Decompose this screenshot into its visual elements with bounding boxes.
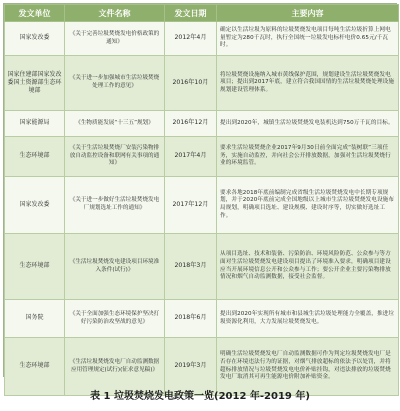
table-row	[5, 111, 399, 137]
table-row	[5, 234, 399, 300]
row-issuer: 生态环境部	[5, 338, 65, 396]
row-issuer: 生态环境部	[5, 234, 65, 300]
row-issuer: 国家发改委	[5, 177, 65, 234]
table-row	[5, 300, 399, 338]
row-doc-name: 《关于生活垃圾焚烧厂安装污染物排放自动监控设备和联网有关事项的通知》	[65, 137, 165, 177]
table-row	[5, 177, 399, 234]
row-doc-name: 《关于进一步加强城市生活垃圾焚烧处理工作的意见》	[65, 56, 165, 111]
row-issuer: 国务院	[5, 300, 65, 338]
row-doc-name: 《关于完善垃圾焚烧发电价格政策的通知》	[65, 22, 165, 56]
row-date: 2018年6月	[165, 300, 217, 338]
row-content: 从项目选址、技术和装备、污染防治、环境风险防范、公众参与等方面对生活垃圾焚烧发电建设项目提出了环境准入要求，明确项目建设应当开展环境信息公开和公众参与工作；要公开企业主要污染物排放情况和烟气自动监测数据，接受社会监督。	[217, 234, 399, 300]
policy-table	[4, 4, 399, 396]
row-content: 提出到2020年，城镇生活垃圾焚烧发电装机达到750万千瓦的目标。	[217, 111, 399, 137]
row-doc-name: 《关于全面加强生态环境保护坚决打好污染防治攻坚战的意见》	[65, 300, 165, 338]
row-date: 2019年3月	[165, 338, 217, 396]
header-issuer: 发文单位	[5, 5, 65, 22]
table-caption: 表 1 垃圾焚烧发电政策一览(2012 年-2019 年)	[90, 391, 310, 402]
table-row	[5, 56, 399, 111]
header-date: 发文日期	[165, 5, 217, 22]
row-issuer: 生态环境部	[5, 137, 65, 177]
row-doc-name: 《关于进一步做好生活垃圾焚烧发电厂规划选址工作的通知》	[65, 177, 165, 234]
row-date: 2012年4月	[165, 22, 217, 56]
row-date: 2017年12月	[165, 177, 217, 234]
row-date: 2018年3月	[165, 234, 217, 300]
row-content: 确定以生活垃圾为原料的垃圾焚烧发电项目每吨生活垃圾折算上网电量暂定为280千瓦时，执行全国统一垃圾发电标杆电价0.65元/千瓦时。	[217, 22, 399, 56]
row-content: 提出到2020年实现所有城市和县城生活垃圾处理能力全覆盖，推进垃圾资源化利用，大力发展垃圾焚烧发电。	[217, 300, 399, 338]
row-content: 明确生活垃圾焚烧发电厂自动监测数据可作为判定垃圾焚烧发电厂是否存在环境违法行为的证据，对烟气排放超标的依法予以处罚，并将超标排放情况与垃圾焚烧发电电价补贴挂钩，对违法排放的垃圾焚烧发电厂取消其可再生能源电价附加补贴资金。	[217, 338, 399, 396]
row-doc-name: 《生活垃圾焚烧发电建设项目环境准入条件(试行)》	[65, 234, 165, 300]
row-date: 2016年12月	[165, 111, 217, 137]
row-content: 要求各地2018年底前编制完成省级生活垃圾焚烧发电中长期专项规划，并于2020年底前完成全国地级以上城市生活垃圾焚烧发电设施布局规划，明确项目选址、建设规模、建设时序等，切实做好选址工作。	[217, 177, 399, 234]
row-issuer: 国家能源局	[5, 111, 65, 137]
header-content: 主要内容	[217, 5, 399, 22]
table-row	[5, 22, 399, 56]
row-content: 要求生活垃圾焚烧企业2017年9月30日前全面完成“装树联”三项任务，实施自动监控，并向社会公开排放数据，加强对生活垃圾焚烧行业的环境监管。	[217, 137, 399, 177]
policy-table-container	[3, 3, 397, 381]
row-date: 2017年4月	[165, 137, 217, 177]
header-doc-name: 文件名称	[65, 5, 165, 22]
row-doc-name: 《生物质能发展“十三五”规划》	[65, 111, 165, 137]
row-doc-name: 《生活垃圾焚烧发电厂自动监测数据应用管理规定(试行)(征求意见稿)》	[65, 338, 165, 396]
row-date: 2016年10月	[165, 56, 217, 111]
table-row	[5, 137, 399, 177]
row-issuer: 国家发改委	[5, 22, 65, 56]
table-header-row	[5, 5, 399, 22]
row-content: 将垃圾焚烧设施纳入城市黄线保护范围，规划建设生活垃圾焚烧发电项目；提出到2017年底，建立符合我国国情的生活垃圾焚烧处理设施规划建设管理体系。	[217, 56, 399, 111]
row-issuer: 国家住建部国家发改委国土资源部生态环境部	[5, 56, 65, 111]
